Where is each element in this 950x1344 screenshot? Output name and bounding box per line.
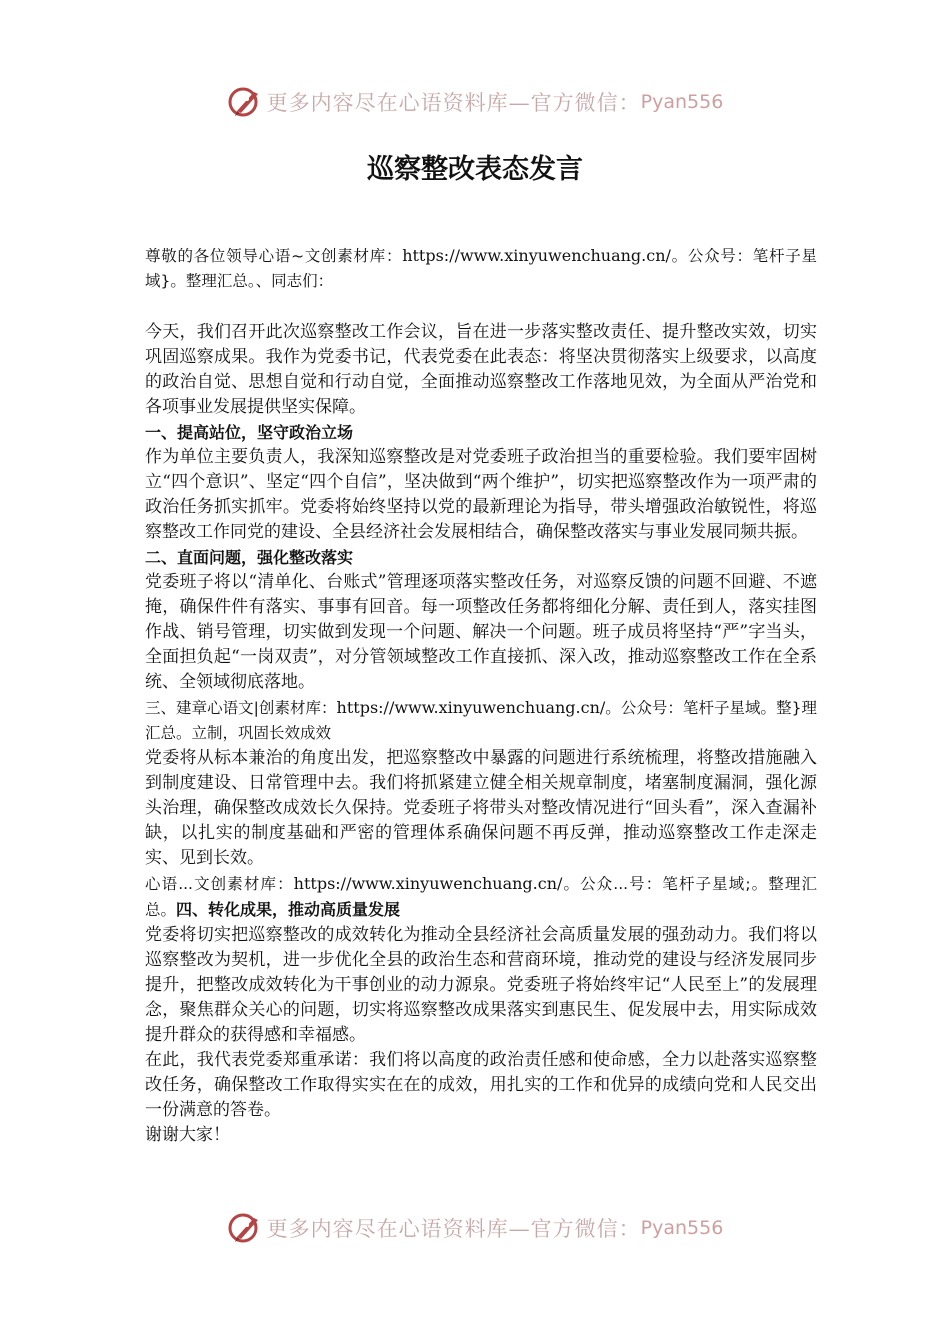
section-1-body: 作为单位主要负责人，我深知巡察整改是对党委班子政治担当的重要检验。我们要牢固树立“四个意识”、坚定“四个自信”，坚决做到“两个维护”，切实把巡察整改作为一项严肃的政治任务抓实抓牢。党委将始终坚持以党的最新理论为指导，带头增强政治敏锐性，将巡察整改工作同党的建设、全县经济社会发展相结合，确保整改落实与事业发展同频共振。: [145, 447, 817, 542]
thanks-line: 谢谢大家！: [145, 1125, 230, 1145]
section-1-heading: 一、提高站位，坚守政治立场: [145, 423, 354, 442]
section-4-body: 党委将切实把巡察整改的成效转化为推动全县经济社会高质量发展的强劲动力。我们将以巡察整改为契机，进一步优化全县的政治生态和营商环境，推动党的建设与经济发展同步提升，把整改成效转化为干事创业的动力源泉。党委班子将始终牢记“人民至上”的发展理念，聚焦群众关心的问题，切实将巡察整改成果落实到惠民生、促发展中去，用实际成效提升群众的获得感和幸福感。: [145, 925, 817, 1045]
banner-text: 更多内容尽在心语资料库—官方微信：: [266, 91, 641, 115]
section-4-title: 四、转化成果，推动高质量发展: [176, 900, 401, 919]
header-banner: [0, 80, 950, 124]
intro-paragraph: 今天，我们召开此次巡察整改工作会议，旨在进一步落实整改责任、提升整改实效，切实巩固巡察成果。我作为党委书记，代表党委在此表态：将坚决贯彻落实上级要求，以高度的政治自觉、思想自觉和行动自觉，全面推动巡察整改工作落地见效，为全面从严治党和各项事业发展提供坚实保障。: [145, 322, 817, 417]
salutation-url: https://www.xinyuwenchuang.cn/: [402, 246, 671, 265]
section-3-heading: 三、建章心语文|创素材库：https://www.xinyuwenchuang.cn/。公众号：笔杆子星域。整}理汇总。立制，巩固长效成效: [145, 698, 817, 742]
section-3-url: https://www.xinyuwenchuang.cn/: [336, 698, 606, 717]
section-4-heading: 心语...文创素材库：https://www.xinyuwenchuang.cn/。公众...号：笔杆子星域;。整理汇总。四、转化成果，推动高质量发展: [145, 874, 817, 919]
banner-wechat-handle: Pyan556: [640, 91, 724, 113]
footer-banner: [0, 1206, 950, 1250]
pen-logo-icon: [227, 84, 263, 120]
banner-wechat-handle: Pyan556: [640, 1217, 724, 1239]
section-4-url: https://www.xinyuwenchuang.cn/: [293, 874, 563, 893]
closing-paragraph: 在此，我代表党委郑重承诺：我们将以高度的政治责任感和使命感，全力以赴落实巡察整改任务，确保整改工作取得实实在在的成效，用扎实的工作和优异的成绩向党和人民交出一份满意的答卷。: [145, 1050, 817, 1120]
section-2-body: 党委班子将以“清单化、台账式”管理逐项落实整改任务，对巡察反馈的问题不回避、不遮掩，确保件件有落实、事事有回音。每一项整改任务都将细化分解、责任到人，落实挂图作战、销号管理，切实做到发现一个问题、解决一个问题。班子成员将坚持“严”字当头，全面担负起“一岗双责”，对分管领域整改工作直接抓、深入改，推动巡察整改工作在全系统、全领域彻底落地。: [145, 572, 817, 692]
salutation: 尊敬的各位领导心语~文创素材库：https://www.xinyuwenchuang.cn/。公众号：笔杆子星域}。整理汇总。、同志们：: [145, 246, 817, 290]
page-title: 巡察整改表态发言: [367, 154, 583, 185]
banner-text: 更多内容尽在心语资料库—官方微信：: [266, 1217, 641, 1241]
document-body: [145, 243, 817, 1148]
section-3-body: 党委将从标本兼治的角度出发，把巡察整改中暴露的问题进行系统梳理，将整改措施融入到制度建设、日常管理中去。我们将抓紧建立健全相关规章制度，堵塞制度漏洞，强化源头治理，确保整改成效长久保持。党委班子将带头对整改情况进行“回头看”，深入查漏补缺，以扎实的制度基础和严密的管理体系确保问题不再反弹，推动巡察整改工作走深走实、见到长效。: [145, 748, 817, 868]
section-2-heading: 二、直面问题，强化整改落实: [145, 548, 354, 567]
pen-logo-icon: [227, 1210, 263, 1246]
